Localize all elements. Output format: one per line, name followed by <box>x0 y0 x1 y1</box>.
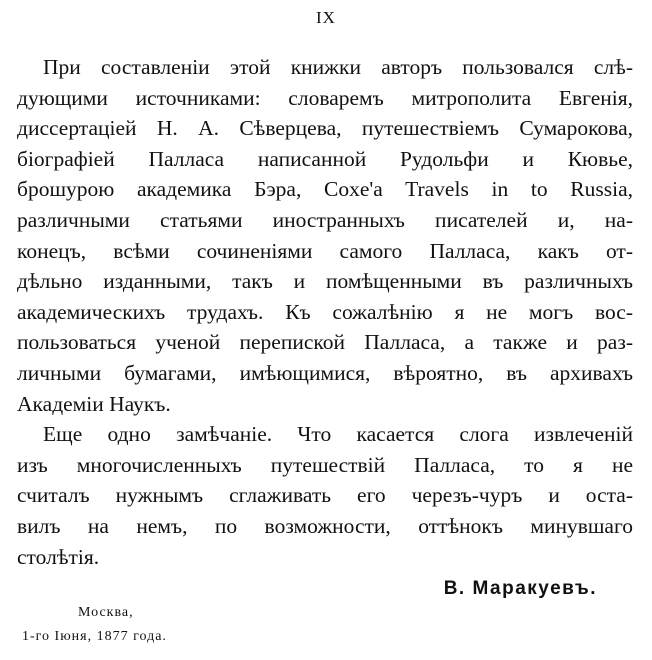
page-number: IX <box>316 8 336 27</box>
paragraph-1 <box>17 52 633 419</box>
text-line: личными бумагами, имѣющимися, вѣроятно, въ архивахъ <box>17 360 633 385</box>
author-signature: В. Маракуевъ. <box>443 578 597 599</box>
text-line: пользоваться ученой перепиской Палласа, а также и раз- <box>17 330 633 355</box>
text-line: конецъ, всѣми сочиненіями самого Палласа, какъ от- <box>17 238 633 263</box>
text-line: При составленіи этой книжки авторъ пользовался слѣ- <box>43 55 633 79</box>
body-text <box>17 52 633 572</box>
text-line: дѣльно изданными, такъ и помѣщенными въ различныхъ <box>17 269 633 294</box>
date-line: 1-го Іюня, 1877 года. <box>22 629 167 644</box>
text-line: академическихъ трудахъ. Къ сожалѣнію я не могъ вос- <box>17 299 633 324</box>
text-line: столѣтія. <box>17 544 100 569</box>
text-line: Еще одно замѣчаніе. Что касается слога извлеченій <box>43 422 633 447</box>
text-line: Академіи Наукъ. <box>17 391 171 416</box>
text-line: біографіей Палласа написанной Рудольфи и Кювье, <box>17 146 633 171</box>
text-line: вилъ на немъ, по возможности, оттѣнокъ минувшаго <box>17 513 633 538</box>
text-line: дующими источниками: словаремъ митрополита Евгенія, <box>17 85 633 110</box>
paragraph-2 <box>17 419 633 572</box>
place-line: Москва, <box>78 605 134 620</box>
text-line: считалъ нужнымъ сглаживать его черезъ-чуръ и оста- <box>17 483 633 508</box>
text-line: диссертаціей Н. А. Сѣверцева, путешествіемъ Сумарoкова, <box>17 116 633 141</box>
text-line: различными статьями иностранныхъ писателей и, на- <box>17 207 633 232</box>
text-line: брошурою академика Бэра, Coxe'a Travels in to Russia, <box>17 177 633 202</box>
text-line: изъ многочисленныхъ путешествій Палласа, то я не <box>17 452 633 477</box>
